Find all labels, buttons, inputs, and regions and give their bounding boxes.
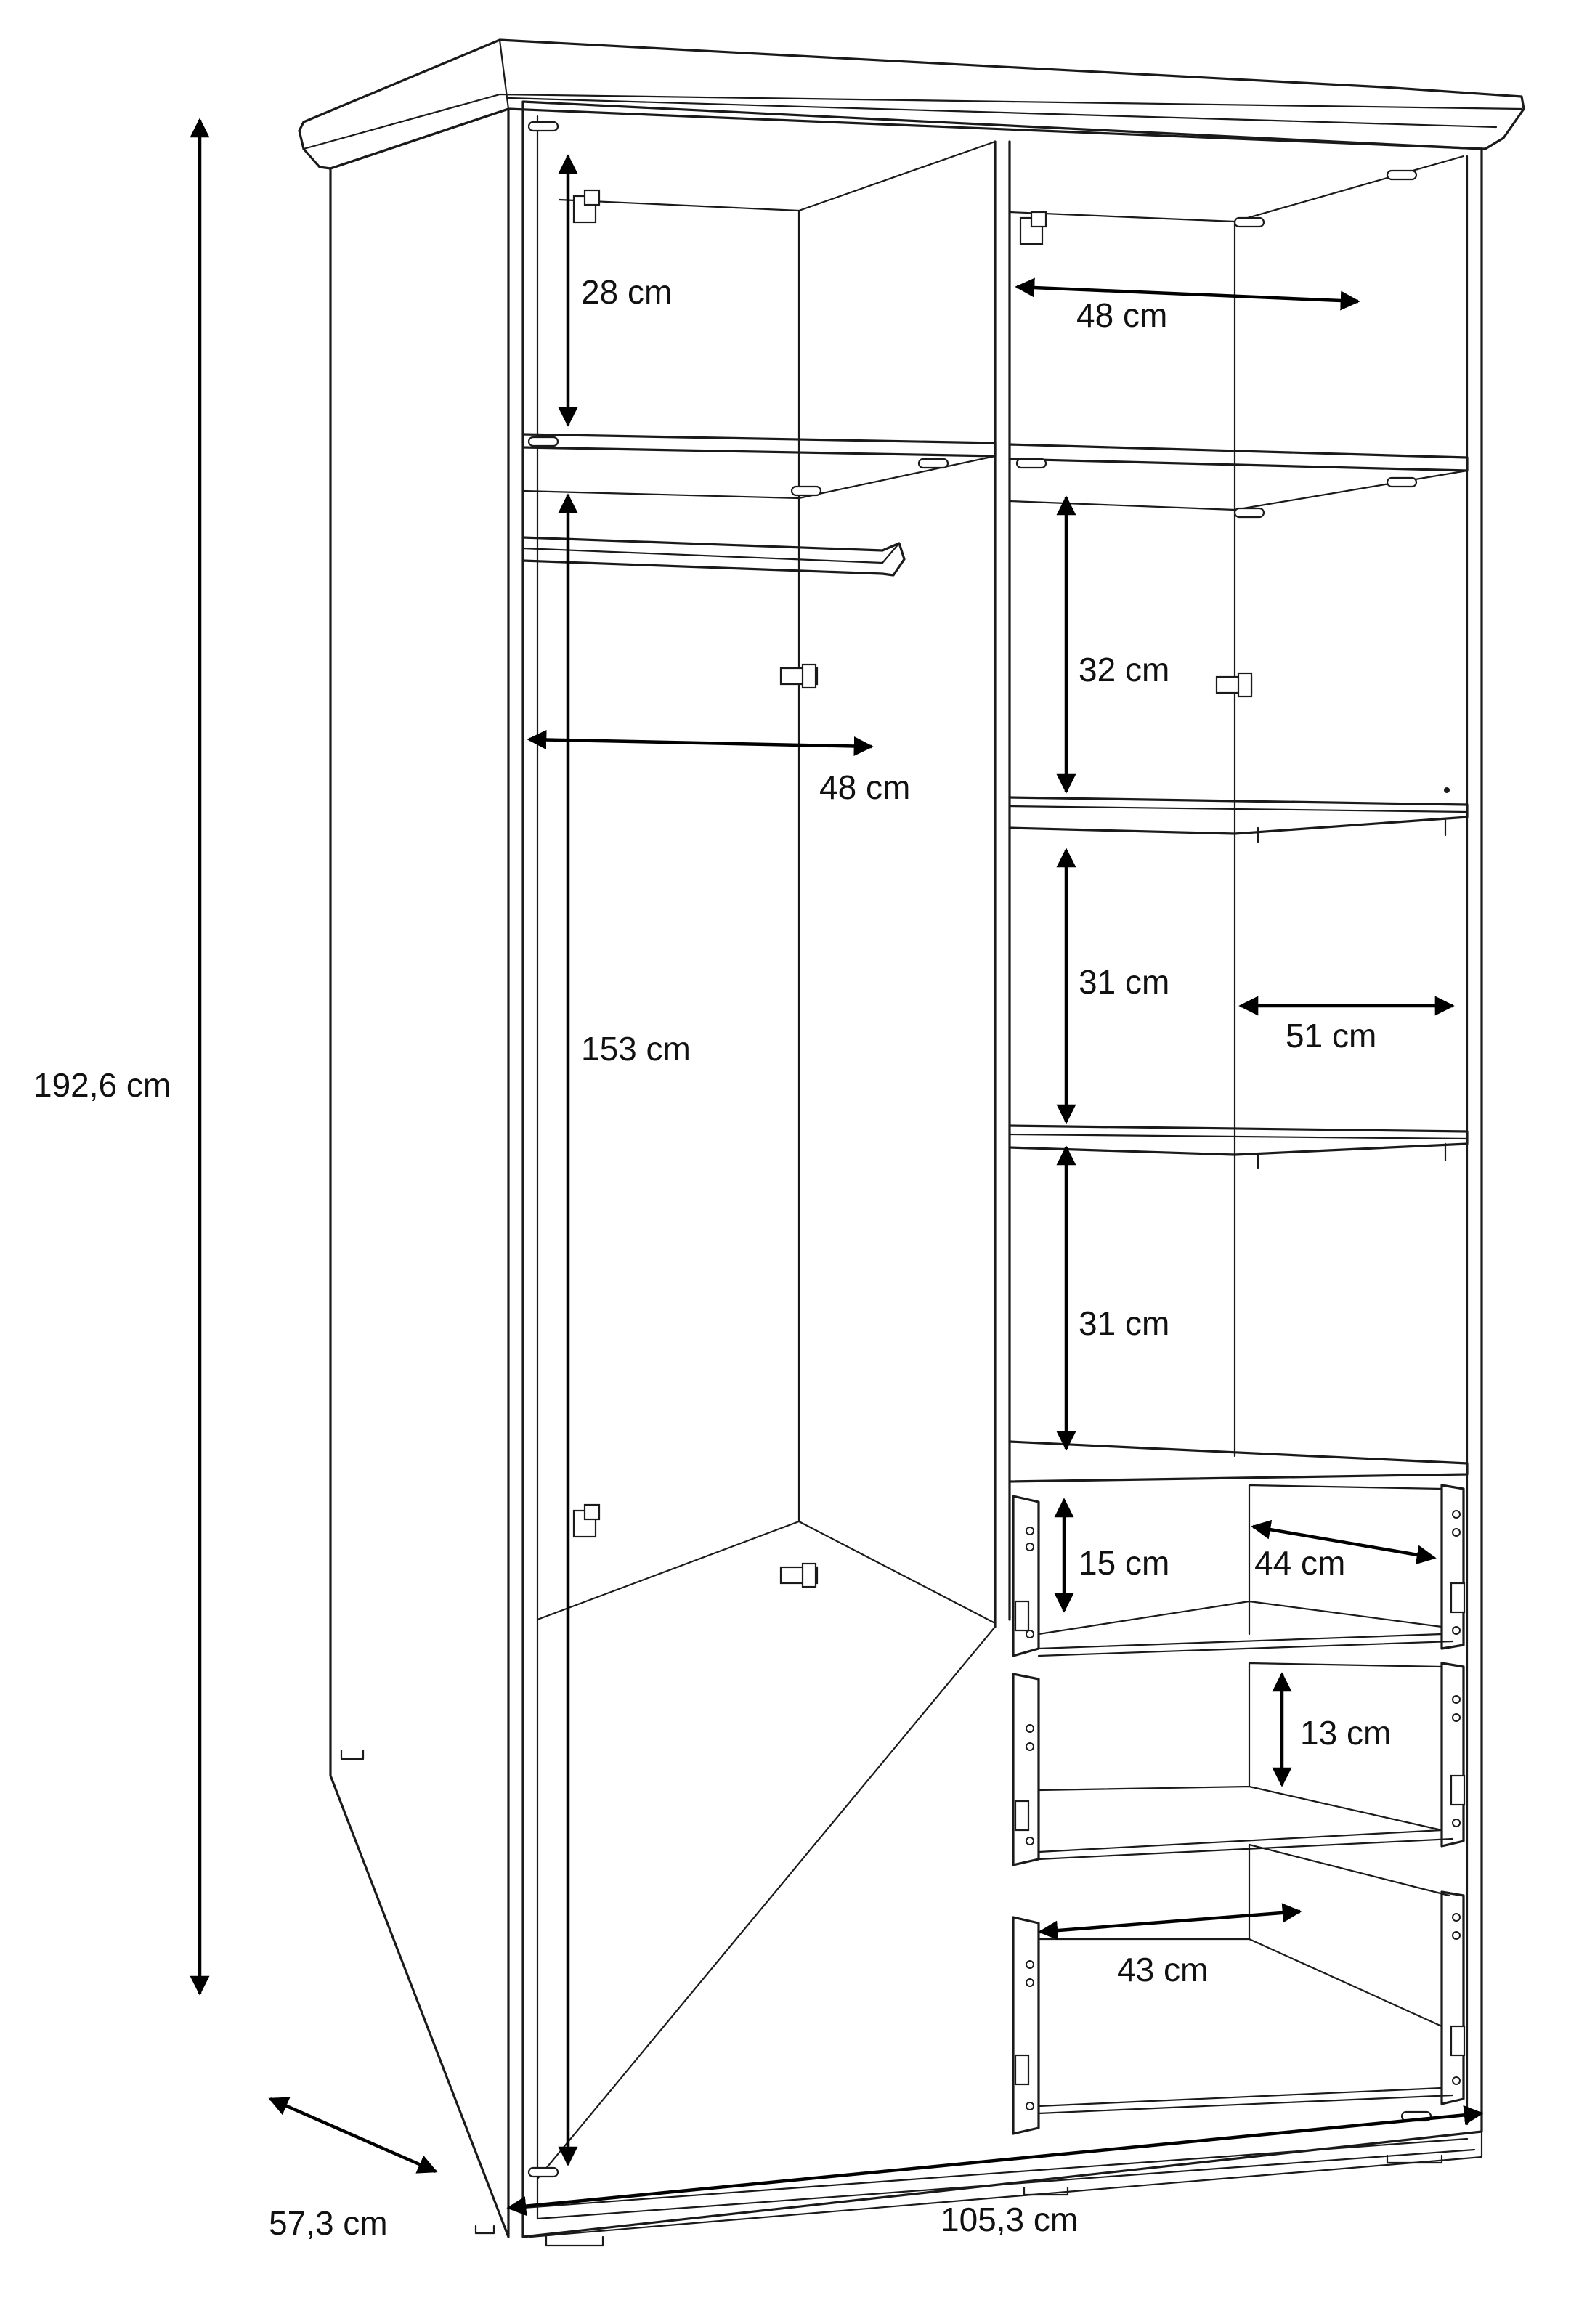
crown-moulding-edge — [304, 40, 1522, 149]
arrow-depth — [270, 2099, 436, 2171]
right-shelf-2-edge — [1010, 806, 1467, 812]
label-31cm-upper: 31 cm — [1079, 963, 1170, 1001]
arrow-48cm-left — [529, 739, 872, 747]
right-shelf-2 — [1010, 797, 1467, 834]
label-51cm: 51 cm — [1286, 1017, 1377, 1055]
bottom-pin-left — [529, 2168, 558, 2177]
right-shelf-3 — [1010, 1126, 1467, 1155]
foot-left-front — [546, 2237, 603, 2246]
label-28cm: 28 cm — [581, 273, 673, 311]
label-44cm: 44 cm — [1254, 1544, 1346, 1582]
label-width: 105,3 cm — [941, 2201, 1079, 2238]
shelf-pin-2 — [919, 459, 948, 468]
right-pin-4 — [1387, 478, 1416, 487]
right-compartment — [1010, 156, 1467, 2134]
left-side-panel — [330, 109, 508, 2237]
drawer-runners — [1015, 1583, 1464, 2084]
right-pin-2 — [1235, 218, 1264, 227]
drawer-2 — [1013, 1663, 1464, 1865]
door-catch-right — [1217, 673, 1251, 696]
right-shelf-3-edge — [1010, 1134, 1467, 1139]
label-31cm-lower: 31 cm — [1079, 1304, 1170, 1342]
crown-moulding — [299, 40, 1524, 168]
right-top-shelf — [1010, 444, 1467, 471]
label-43cm: 43 cm — [1117, 1951, 1209, 1988]
right-pin-5 — [1235, 508, 1264, 517]
right-top-shelf-back — [1010, 471, 1467, 510]
left-top-shelf — [523, 434, 995, 456]
right-shelf-4 — [1010, 1442, 1467, 1482]
left-floor — [537, 1521, 995, 2179]
label-48cm-left: 48 cm — [819, 768, 911, 806]
label-overall-height: 192,6 cm — [33, 1066, 171, 1104]
foot-left-back — [341, 1750, 363, 1759]
right-pin-1 — [1387, 171, 1416, 179]
drawer-3 — [1013, 1845, 1464, 2134]
top-pin-left — [529, 122, 558, 131]
hinge-top-right — [1020, 212, 1046, 244]
shelf-pin-1 — [792, 487, 821, 495]
front-frame — [523, 102, 1482, 2237]
left-compartment — [523, 122, 1010, 2179]
drawer-screws — [1026, 1511, 1460, 2110]
label-13cm: 13 cm — [1300, 1714, 1392, 1752]
door-catch-lower — [781, 1564, 817, 1587]
arrow-48cm-right — [1017, 287, 1358, 301]
label-depth: 57,3 cm — [269, 2204, 388, 2242]
arrow-43cm — [1040, 1911, 1300, 1932]
center-divider — [995, 142, 1010, 1627]
label-15cm: 15 cm — [1079, 1544, 1170, 1582]
left-back-wall — [559, 142, 995, 1623]
door-catch-upper — [781, 665, 817, 688]
cabinet-outline — [299, 40, 1524, 2246]
label-48cm-right: 48 cm — [1076, 296, 1168, 334]
dimension-arrows — [200, 120, 1482, 2208]
hanging-rail-edge — [523, 543, 899, 563]
right-back-wall — [1010, 156, 1464, 1456]
hinge-bottom-left — [574, 1505, 599, 1537]
right-pin-3 — [1017, 459, 1046, 468]
front-frame-inner — [537, 116, 1467, 2219]
label-153cm: 153 cm — [581, 1030, 691, 1068]
hinge-top-left — [574, 190, 599, 222]
foot-left-mid — [476, 2226, 494, 2233]
shelf-pin-3 — [529, 437, 558, 446]
label-32cm: 32 cm — [1079, 651, 1170, 688]
shelf-supports — [1258, 787, 1450, 1168]
